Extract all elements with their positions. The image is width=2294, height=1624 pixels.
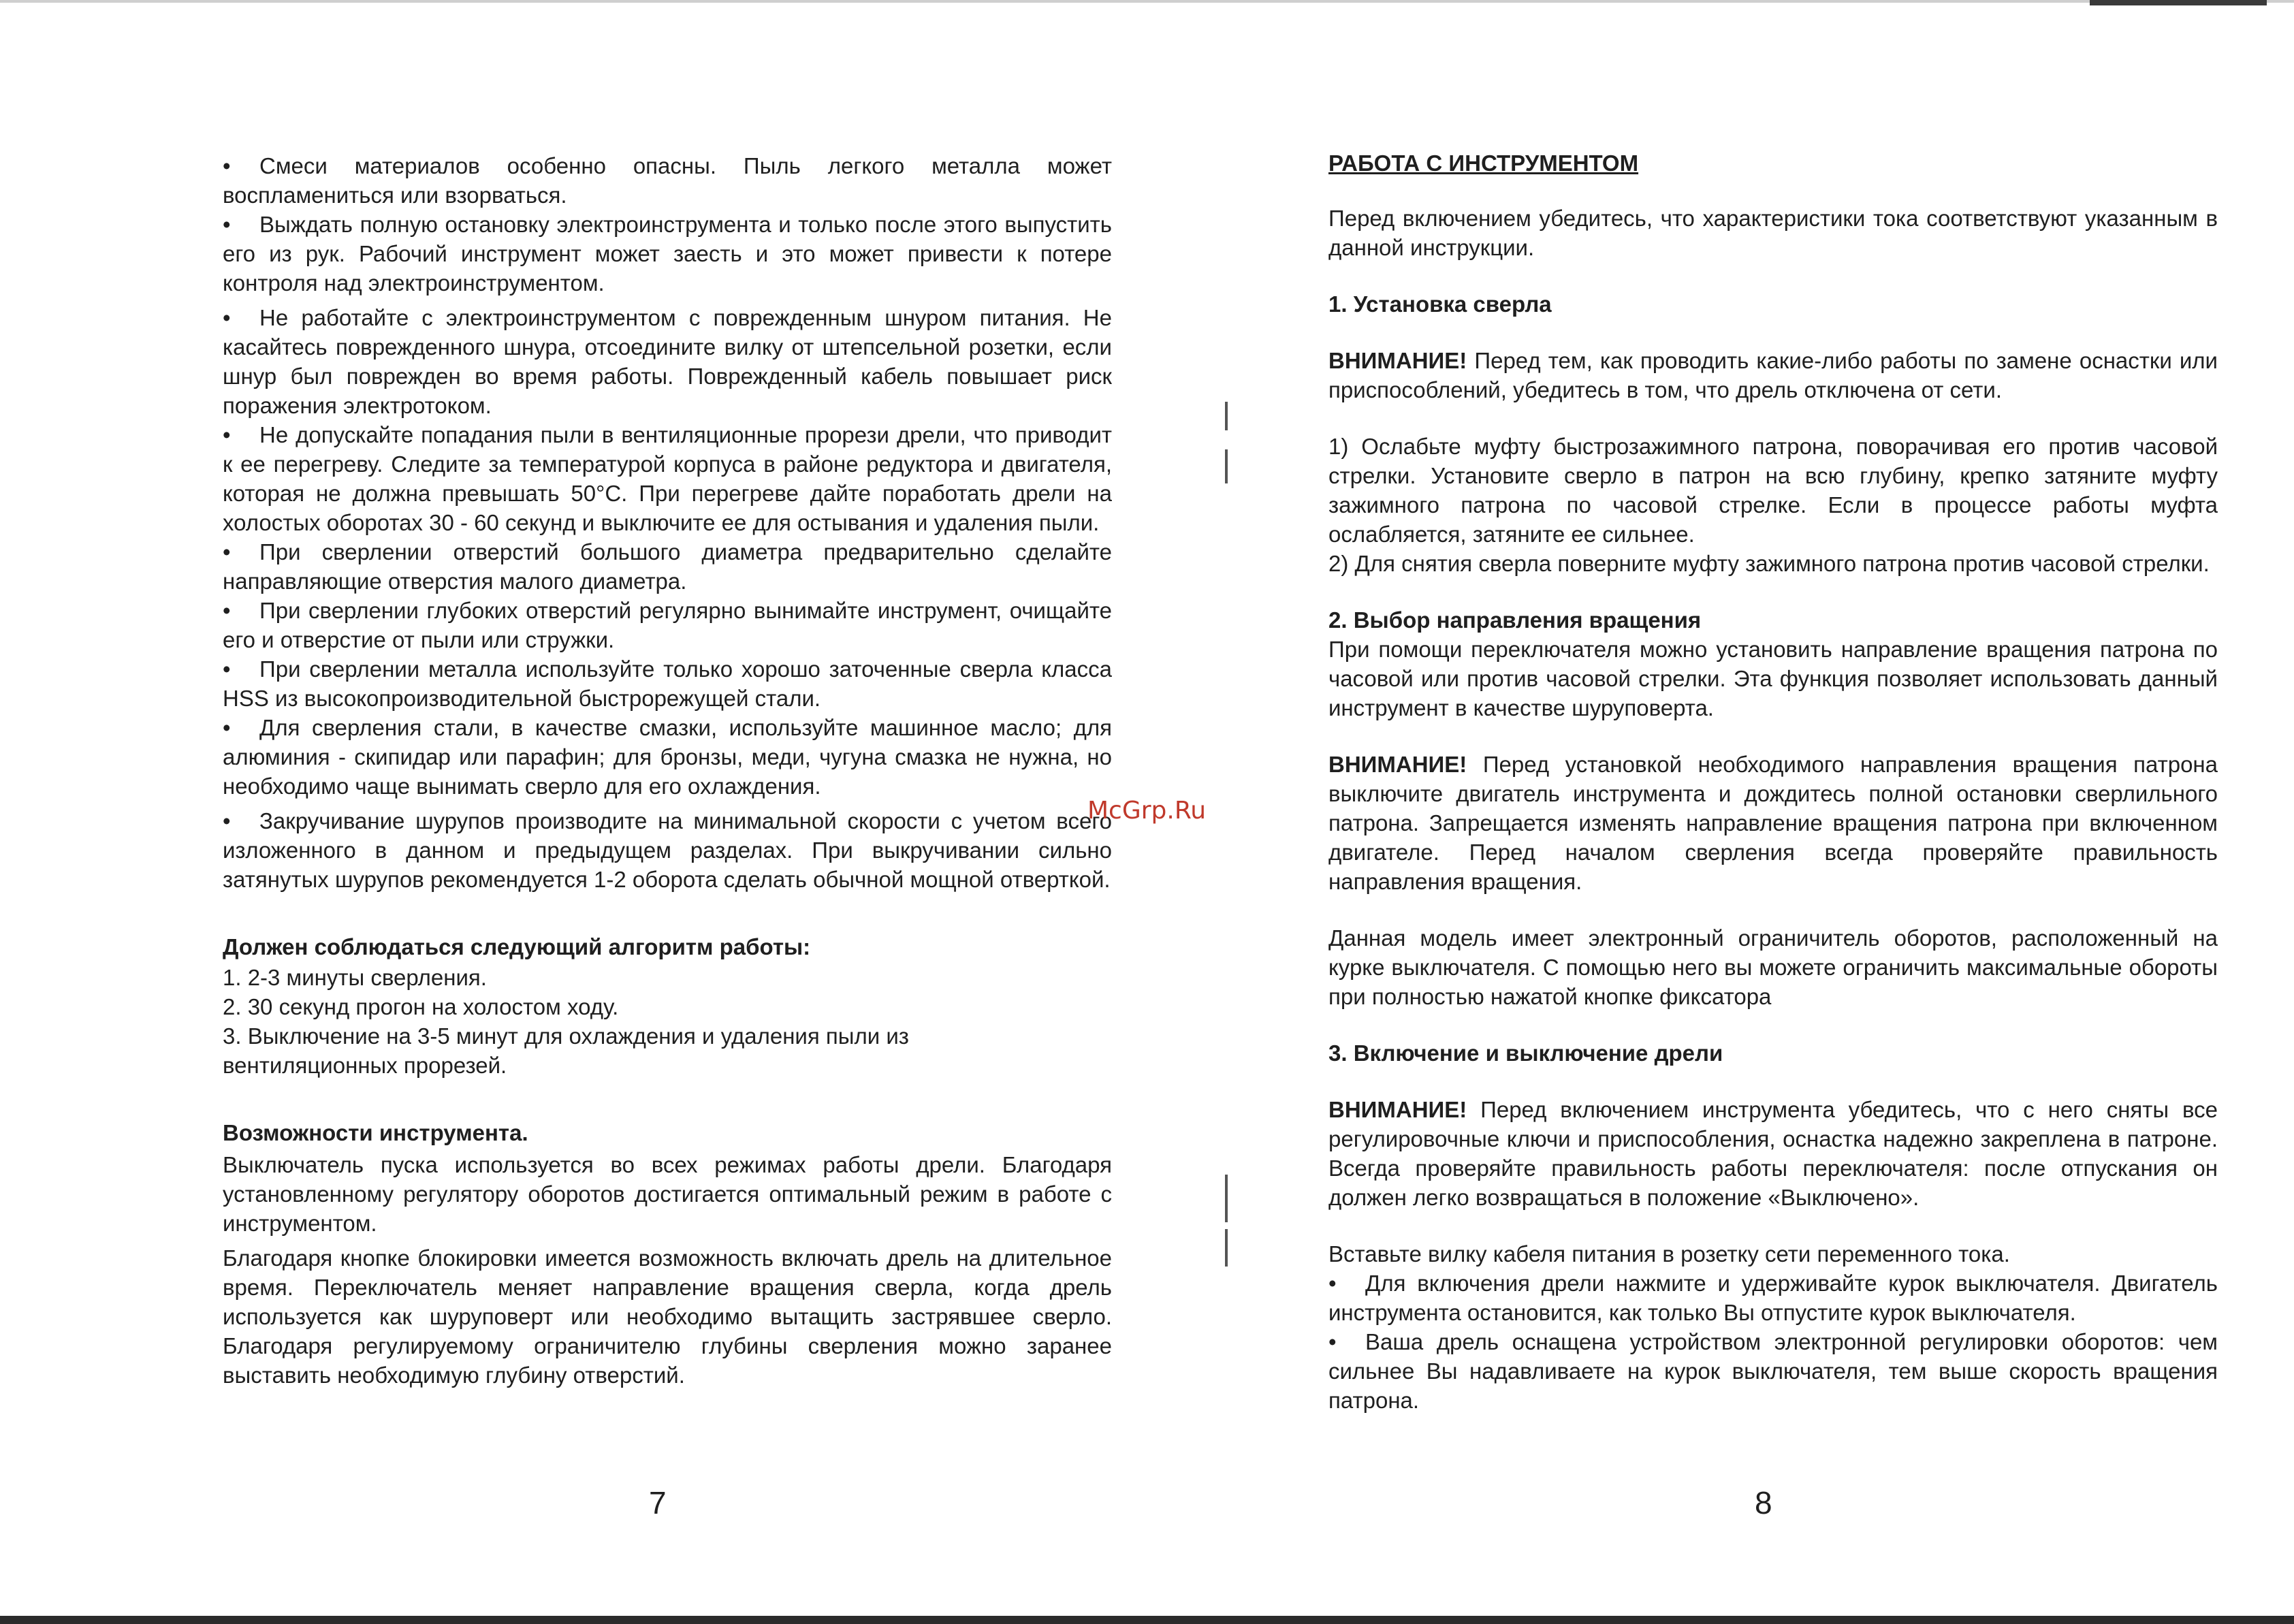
attention-label: ВНИМАНИЕ! [1328, 752, 1467, 777]
scan-artifact [1225, 449, 1228, 483]
page-number-right: 8 [1755, 1485, 1772, 1520]
install-step: 2) Для снятия сверла поверните муфту зажимного патрона против часовой стрелки. [1328, 551, 2210, 576]
attention-label: ВНИМАНИЕ! [1328, 348, 1467, 373]
algorithm-step: 1. 2-3 минуты сверления. [223, 965, 487, 990]
scan-artifact [1225, 1229, 1228, 1267]
warning-paragraph: ВНИМАНИЕ! Перед тем, как проводить какие-либо работы по замене оснастки или приспособлений, убедитесь в том, что дрель отключена от сети. [1328, 348, 2218, 402]
scan-bottom-edge [0, 1616, 2294, 1624]
scan-top-edge [0, 0, 2294, 3]
scan-top-shadow [2090, 0, 2267, 5]
bullet-item: • При сверлении глубоких отверстий регулярно вынимайте инструмент, очищайте его и отверстие от пыли или стружки. [223, 598, 1112, 652]
scan-artifact [1225, 402, 1228, 430]
features-heading: Возможности инструмента. [223, 1120, 528, 1145]
rotation-paragraph: При помощи переключателя можно установить направление вращения патрона по часовой или против часовой стрелки. Эта функция позволяет использовать данный инструмент в качестве шуруповерта. [1328, 637, 2218, 720]
page-number-left: 7 [649, 1485, 667, 1520]
intro-paragraph: Перед включением убедитесь, что характеристики тока соответствуют указанным в данной инструкции. [1328, 206, 2218, 260]
bullet-item: • Выждать полную остановку электроинструмента и только после этого выпустить его из рук. Рабочий инструмент может заесть и это может привести к потере контроля над электроинструментом. [223, 212, 1112, 296]
install-drill-heading: 1. Установка сверла [1328, 291, 1552, 317]
right-page [1328, 148, 2218, 1415]
algorithm-step: 2. 30 секунд прогон на холостом ходу. [223, 994, 619, 1019]
rotation-heading: 2. Выбор направления вращения [1328, 607, 1702, 633]
features-paragraph: Благодаря кнопке блокировки имеется возможность включать дрель на длительное время. Переключатель меняет направление вращения сверла, когда дрель используется как шуруповерт или необходимо вытащить застрявшее сверло. Благодаря регулируемому ограничителю глубины сверления можно заранее выставить необходимую глубину отверстий. [223, 1245, 1112, 1388]
bullet-item: • При сверлении металла используйте только хорошо заточенные сверла класса HSS из высокопроизводительной быстрорежущей стали. [223, 656, 1112, 711]
bullet-item: • При сверлении отверстий большого диаметра предварительно сделайте направляющие отверстия малого диаметра. [223, 539, 1112, 594]
algorithm-heading: Должен соблюдаться следующий алгоритм работы: [223, 934, 811, 959]
bullet-item: • Смеси материалов особенно опасны. Пыль легкого металла может воспламениться или взорваться. [223, 153, 1112, 208]
algorithm-step: 3. Выключение на 3-5 минут для охлаждения и удаления пыли из вентиляционных прорезей. [223, 1023, 909, 1078]
left-page [223, 151, 1112, 1390]
bullet-item: • Для сверления стали, в качестве смазки, используйте машинное масло; для алюминия - скипидар или парафин; для бронзы, меди, чугуна смазка не нужна, но необходимо чаще вынимать сверло для его охлаждения. [223, 715, 1112, 799]
bullet-item: • Не работайте с электроинструментом с поврежденным шнуром питания. Не касайтесь поврежденного шнура, отсоедините вилку от штепсельной розетки, если шнур был поврежден во время работы. Поврежденный кабель повышает риск поражения электротоком. [223, 305, 1112, 418]
features-paragraph: Выключатель пуска используется во всех режимах работы дрели. Благодаря установленному регулятору оборотов достигается оптимальный режим в работе с инструментом. [223, 1152, 1112, 1236]
power-heading: 3. Включение и выключение дрели [1328, 1040, 1723, 1066]
attention-label: ВНИМАНИЕ! [1328, 1097, 1467, 1122]
install-step: 1) Ослабьте муфту быстрозажимного патрона, поворачивая его против часовой стрелки. Установите сверло в патрон на всю глубину, крепко затяните муфту зажимного патрона по часовой стрелке. Если в процессе работы муфта ослабляется, затяните ее сильнее. [1328, 434, 2218, 547]
limiter-paragraph: Данная модель имеет электронный ограничитель оборотов, расположенный на курке выключателя. С помощью него вы можете ограничить максимальные обороты при полностью нажатой кнопке фиксатора [1328, 925, 2218, 1009]
section-title: РАБОТА С ИНСТРУМЕНТОМ [1328, 150, 1639, 176]
bullet-item: • Ваша дрель оснащена устройством электронной регулировки оборотов: чем сильнее Вы надавливаете на курок выключателя, тем выше скорость вращения патрона. [1328, 1329, 2218, 1413]
bullet-item: • Не допускайте попадания пыли в вентиляционные прорези дрели, что приводит к ее перегреву. Следите за температурой корпуса в районе редуктора и двигателя, которая не должна превышать 50°C. При перегреве дайте поработать дрели на холостых оборотах 30 - 60 секунд и выключите ее для остывания и удаления пыли. [223, 422, 1112, 535]
bullet-item: • Закручивание шурупов производите на минимальной скорости с учетом всего изложенного в данном и предыдущем разделах. При выкручивании сильно затянутых шурупов рекомендуется 1-2 оборота сделать обычной мощной отверткой. [223, 808, 1112, 892]
bullet-item: • Для включения дрели нажмите и удерживайте курок выключателя. Двигатель инструмента остановится, как только Вы отпустите курок выключателя. [1328, 1271, 2218, 1325]
warning-paragraph: ВНИМАНИЕ! Перед установкой необходимого направления вращения патрона выключите двигатель инструмента и дождитесь полной остановки сверлильного патрона. Запрещается изменять направление вращения патрона при включенном двигателе. Перед началом сверления всегда проверяйте правильность направления вращения. [1328, 752, 2218, 894]
scan-artifact [1225, 1175, 1228, 1222]
warning-paragraph: ВНИМАНИЕ! Перед включением инструмента убедитесь, что с него сняты все регулировочные ключи и приспособления, оснастка надежно закреплена в патроне. Всегда проверяйте правильность работы переключателя: после отпускания он должен легко возвращаться в положение «Выключено». [1328, 1097, 2218, 1210]
watermark: McGrp.Ru [1087, 797, 1207, 825]
plug-paragraph: Вставьте вилку кабеля питания в розетку сети переменного тока. [1328, 1241, 2010, 1267]
